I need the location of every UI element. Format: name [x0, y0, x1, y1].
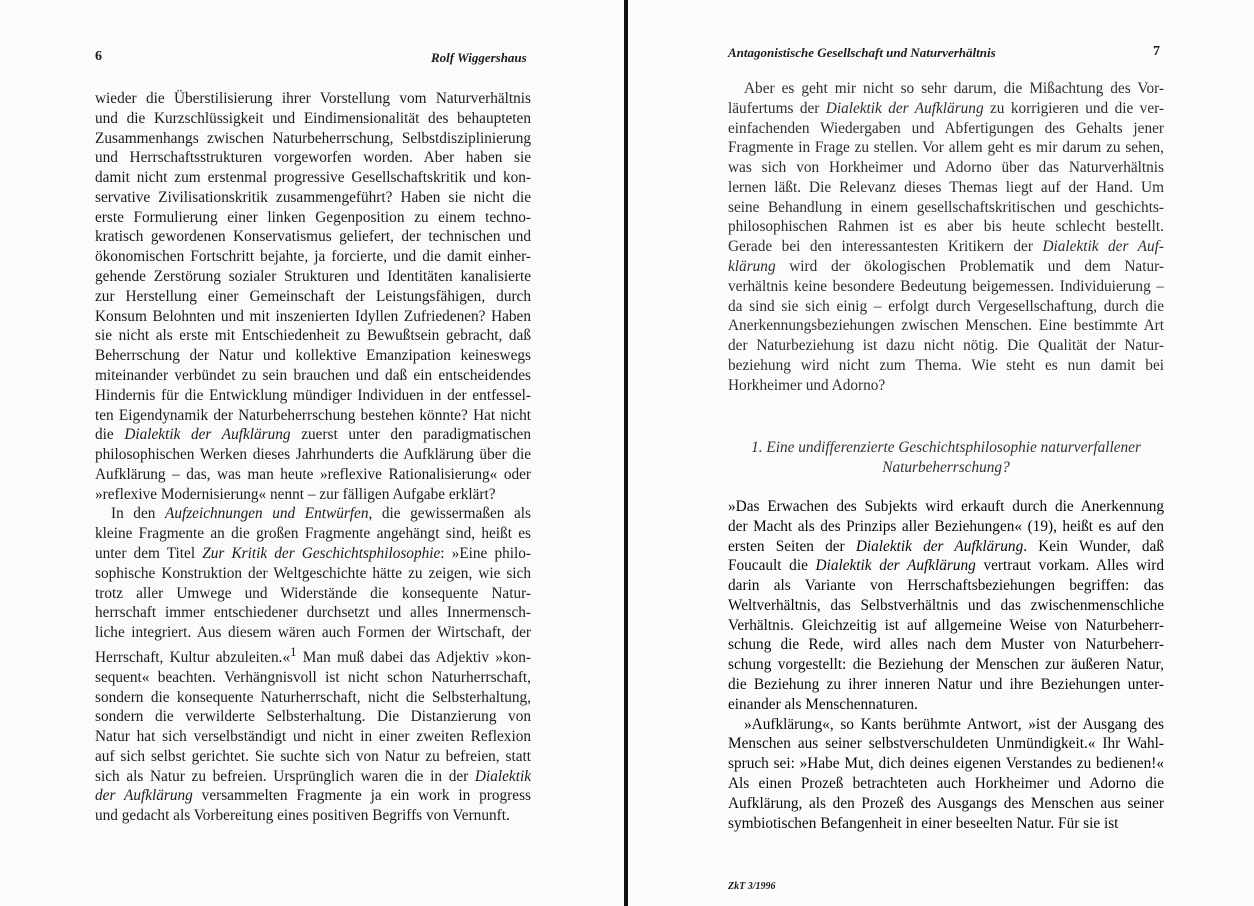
text-line: sophische Konstruktion der Weltgeschichte hätte zu zeigen, wie sich — [95, 564, 531, 582]
text-line: spruch sei: »Habe Mut, dich deines eigenen Verstandes zu bedienen!« — [728, 755, 1164, 773]
text-line: darin als Variante von Herrschaftsbeziehungen begriffen: das — [728, 577, 1164, 595]
text-line: Beherrschung der Natur und kollektive Emanzipation keineswegs — [95, 347, 531, 365]
text-line: Konsum Belohnten und mit inszenierten Idyllen Zufriedenen? Haben — [95, 307, 531, 325]
text-line: die Dialektik der Aufklärung zuerst unter den paradigmatischen — [95, 426, 531, 444]
text-line: gehende Zerstörung sozialer Strukturen und Identitäten kanalisierte — [95, 268, 531, 286]
text-line: und Herrschaftsstrukturen vorgeworfen worden. Aber haben sie — [95, 149, 531, 167]
text-line: was sich von Horkheimer und Adorno über das Naturverhältnis — [728, 159, 1164, 177]
text-line: damit nicht zum erstenmal progressive Gesellschaftskritik und kon- — [95, 169, 531, 187]
text-line: der Naturbeziehung ist dazu nicht nötig. Die Qualität der Natur- — [728, 337, 1164, 355]
text-line: Gerade bei den interessantesten Kritikern der Dialektik der Auf- — [728, 238, 1164, 256]
text-line: kratisch gewordenen Konservatismus geliefert, der technischen und — [95, 228, 531, 246]
right-page-number: 7 — [1153, 44, 1161, 59]
text-line: liche integriert. Aus diesem wären auch Formen der Wirtschaft, der — [95, 624, 531, 642]
text-line: trotz aller Umwege und Widerstände die konsequente Natur- — [95, 584, 531, 602]
text-line: miteinander verbündet zu sein brauchen und daß ein entscheidendes — [95, 366, 531, 384]
text-line: Aber es geht mir nicht so sehr darum, die Mißachtung des Vor- — [744, 80, 1164, 97]
text-line: sequent« beachten. Verhängnisvoll ist nicht schon Naturherrschaft, — [95, 668, 531, 686]
text-line: verhältnis keine besondere Bedeutung beigemessen. Individuierung – — [728, 277, 1164, 295]
text-line: schung vorgestellt: die Beziehung der Menschen zur äußeren Natur, — [728, 656, 1164, 674]
text-line: symbiotischen Befangenheit in einer beseelten Natur. Für sie ist — [728, 814, 1119, 832]
journal-footer: ZkT 3/1996 — [728, 881, 776, 892]
text-line: Aufklärung – das, was man heute »reflexive Rationalisierung« oder — [95, 465, 531, 483]
text-line: Weltverhältnis, das Selbstverhältnis und das zwischenmenschliche — [728, 596, 1164, 614]
text-line: sondern die verwilderte Selbsterhaltung. Die Distanzierung von — [95, 708, 531, 726]
text-line: läufertums der Dialektik der Aufklärung zu korrigieren und die ver- — [728, 99, 1164, 117]
left-page-number: 6 — [95, 49, 103, 64]
text-line: herrschaft immer entschiedener durchsetzt und alles Innermensch- — [95, 604, 531, 622]
text-line: sich als Natur zu befreien. Ursprünglich waren die in der Dialektik — [95, 767, 531, 785]
text-line: »Das Erwachen des Subjekts wird erkauft durch die Anerkennung — [728, 498, 1164, 515]
text-line: Aufklärung, als den Prozeß des Ausgangs des Menschen aus seiner — [728, 794, 1164, 812]
text-line: einfachenden Wiedergaben und Abfertigungen des Gehalts jener — [728, 119, 1164, 137]
text-line: seine Behandlung in einem gesellschaftskritischen und geschichts- — [728, 198, 1164, 216]
text-line: Hindernis für die Entwicklung mündiger Individuen in der entfessel- — [95, 386, 531, 404]
text-line: der Aufklärung versammelten Fragmente ja ein work in progress — [95, 787, 531, 805]
text-line: zur Herstellung einer Gemeinschaft der Leistungsfähigen, durch — [95, 287, 531, 305]
text-line: Horkheimer und Adorno? — [728, 376, 886, 394]
text-line: philosophischen Rahmen ist es aber bis heute schlecht bestellt. — [728, 218, 1164, 236]
left-page-body — [95, 89, 531, 826]
text-line: auf sich selbst gerichtet. Sie suchte sich von Natur zu befreien, statt — [95, 747, 531, 765]
text-line: da sind sie sich einig – erfolgt durch Vergesellschaftung, durch die — [728, 297, 1164, 315]
section-heading-line: Naturbeherrschung? — [882, 458, 1010, 476]
text-line: Herrschaft, Kultur abzuleiten.«$^1$ Man muß dabei das Adjektiv »kon- — [95, 644, 531, 666]
text-line: erste Formulierung einer linken Gegenposition zu einem techno- — [95, 208, 531, 226]
text-line: die Beziehung zu ihrer inneren Natur und ihre Beziehungen unter- — [728, 676, 1164, 694]
right-page-intro — [728, 79, 1164, 396]
text-line: »Aufklärung«, so Kants berühmte Antwort, »ist der Ausgang des — [744, 715, 1164, 733]
text-line: philosophischen Werken dieses Jahrhunderts die Aufklärung über die — [95, 446, 531, 464]
text-line: einander als Menschennaturen. — [728, 695, 918, 713]
text-line: und gedacht als Vorbereitung eines positiven Begriffs von Vernunft. — [95, 807, 510, 825]
text-line: »reflexive Modernisierung« nennt – zur fälligen Aufgabe erklärt? — [95, 485, 496, 503]
text-line: lernen läßt. Die Relevanz dieses Themas liegt auf der Hand. Um — [728, 178, 1164, 196]
text-line: und die Kurzschlüssigkeit und Eindimensionalität des behaupteten — [95, 109, 531, 127]
text-line: Fragmente in Frage zu stellen. Vor allem geht es mir darum zu sehen, — [728, 139, 1164, 157]
text-line: beziehung wird nicht zum Thema. Wie steht es nun damit bei — [728, 356, 1164, 374]
text-line: Als einen Prozeß betrachteten auch Horkheimer und Adorno die — [728, 774, 1164, 792]
text-line: Verhältnis. Gleichzeitig ist auf allgemeine Weise von Naturbeherr- — [728, 616, 1164, 634]
text-line: der Macht als des Prinzips aller Beziehungen« (19), heißt es auf den — [728, 517, 1164, 535]
text-line: unter dem Titel Zur Kritik der Geschichtsphilosophie: »Eine philo- — [95, 544, 532, 562]
text-line: ten Eigendynamik der Naturbeherrschung bestehen könnte? Hat nicht — [95, 406, 531, 424]
text-line: Menschen aus seiner selbstverschuldeten Unmündigkeit.« Ihr Wahl- — [728, 735, 1164, 753]
right-page-section-body — [728, 497, 1164, 833]
left-running-head: Rolf Wiggershaus — [431, 50, 527, 65]
text-line: wieder die Überstilisierung ihrer Vorstellung vom Naturverhältnis — [95, 90, 531, 107]
text-line: kleine Fragmente an die großen Fragmente angehängt sind, heißt es — [95, 525, 531, 543]
text-line: sie nicht als erste mit Entschiedenheit zu Bewußtsein gebracht, daß — [95, 327, 531, 345]
text-line: Anerkennungsbeziehungen zwischen Menschen. Eine bestimmte Art — [728, 317, 1164, 335]
section-heading — [728, 438, 1164, 477]
text-line: klärung wird der ökologischen Problematik und dem Natur- — [728, 258, 1164, 276]
text-line: servative Zivilisationskritik zusammengeführt? Haben sie nicht die — [95, 188, 531, 206]
book-spine-divider — [624, 0, 628, 906]
text-line: Zusammenhangs zwischen Naturbeherrschung, Selbstdisziplinierung — [95, 129, 531, 147]
text-line: ersten Seiten der Dialektik der Aufklärung. Kein Wunder, daß — [728, 537, 1164, 555]
text-line: sondern die konsequente Naturherrschaft, nicht die Selbsterhaltung, — [95, 688, 531, 706]
right-running-head: Antagonistische Gesellschaft und Naturverhältnis — [728, 45, 996, 60]
text-line: Foucault die Dialektik der Aufklärung vertraut vorkam. Alles wird — [728, 557, 1164, 575]
text-line: Natur hat sich verselbständigt und nicht in einer zweiten Reflexion — [95, 728, 531, 746]
text-line: schung die Rede, wird alles nach dem Muster von Naturbeherr- — [728, 636, 1164, 654]
text-line: In den Aufzeichnungen und Entwürfen, die gewissermaßen als — [111, 505, 531, 523]
section-heading-line: 1. Eine undifferenzierte Geschichtsphilosophie naturverfallener — [751, 439, 1141, 456]
text-line: ökonomischen Fortschritt bejahte, ja forcierte, und die damit einher- — [95, 248, 531, 266]
